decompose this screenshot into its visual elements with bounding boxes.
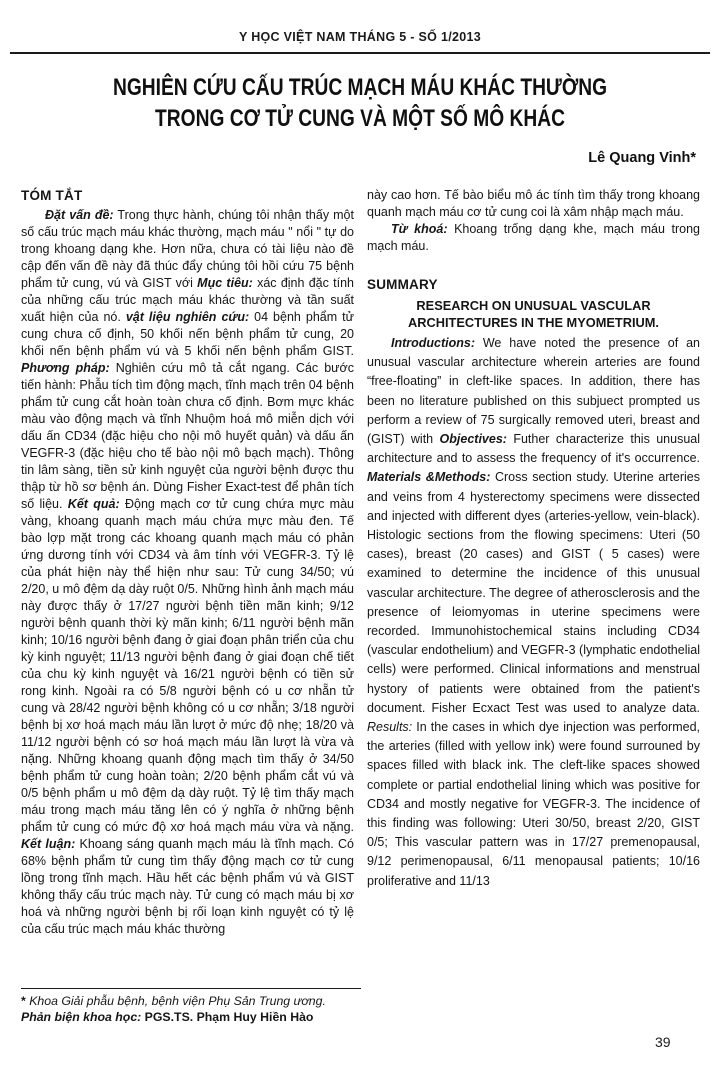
footnote-affiliation: * Khoa Giải phẫu bệnh, bệnh viện Phụ Sản Trung ương. — [21, 994, 326, 1008]
journal-header: Y HỌC VIỆT NAM THÁNG 5 - SỐ 1/2013 — [239, 30, 481, 44]
abstract-heading: TÓM TẮT — [21, 188, 83, 203]
left-column — [21, 187, 354, 985]
summary-paragraph: Introductions: We have noted the presence of an unusual vascular architecture wherein arteries are found “free-floating” in cleft-like spaces. In addition, there has been no literature published on this subjuect prompted us perform a review of 75 surgically removed uteri, breast and (GIST) with Objectives: Futher characterize this unusual architecture and to assess the frequency of it's occurrence. Materials &Methods: Cross section study. Uterine arteries and veins from 4 hysterectomy specimens were dissected and injected with different dyes (arteries-yellow, vein-black). Histologic sections from the flowing specimens: Uteri (50 cases), breast (20 cases) and GIST ( 5 cases) were examined to determine the incidence of this unusual vascular architecture. The degree of atherosclerosis and the presence of leiomyomas in uterine specimens were recorded. Immunohistochemical stains including CD34 (vascular endothelium) and VEGFR-3 (lymphatic endothelial cells) were performed. Clinical informations and menstrual hystory of patients were obtained from the patient's document. Fisher Ecxact Test was used to analyze data. Results: In the cases in which dye injection was performed, the arteries (filled with yellow ink) were found surrouned by spaces filled with black ink. The cleft-like spaces showed complete or partial endothelial lining which was positive for CD34 and mostly negative for VEGFR-3. The incidence of this finding was following: Uteri 30/50, breast 2/20, GIST 0/5; This vascular pattern was in 17/27 premenopausal, 9/12 perimenopausal, 6/11 menopausal patients; 10/16 proliferative and 11/13 — [367, 336, 700, 888]
footnote — [21, 988, 361, 1025]
author-name: Lê Quang Vinh* — [588, 150, 696, 166]
summary-section — [367, 276, 700, 891]
paper-title-line2: TRONG CƠ TỬ CUNG VÀ MỘT SỐ MÔ KHÁC — [155, 105, 565, 132]
right-column — [367, 187, 700, 1045]
summary-subtitle: RESEARCH ON UNUSUAL VASCULAR ARCHITECTURES IN THE MYOMETRIUM. — [408, 298, 659, 330]
header-rule — [10, 52, 710, 54]
page-number: 39 — [655, 1034, 671, 1050]
paper-title-line1: NGHIÊN CỨU CẤU TRÚC MẠCH MÁU KHÁC THƯỜNG — [112, 74, 608, 101]
paper-title — [72, 72, 648, 134]
summary-heading: SUMMARY — [367, 277, 438, 292]
abstract-paragraph: Đặt vấn đề: Trong thực hành, chúng tôi nhận thấy một số cấu trúc mạch máu khác thường, mạch máu " nổi " tự do trong khoang dạng khe. Hơn nữa, chưa có tài liệu nào đề cập đến vấn đề này đã thúc đẩy chúng tôi hồi cứu 75 bệnh phẩm tử cung, vú và GIST với Mục tiêu: xác định đặc tính của những cấu trúc mạch máu khác thường và tần suất xuất hiện của nó. vật liệu nghiên cứu: 04 bệnh phẩm tử cung chưa cố định, 50 khối nến bệnh phẩm tử cung, 20 khối nến bệnh phẩm vú và 5 khối nến bệnh phẩm GIST. Phương pháp: Nghiên cứu mô tả cắt ngang. Các bước tiến hành: Phẫu tích tìm động mạch, tĩnh mạch trên 04 bệnh phẩm tử cung cắt hoàn toàn chưa cố định. Bơm mực khác màu vào động mạch và tĩnh Nhuộm hoá mô miễn dịch với dấu ấn CD34 (đặc hiệu cho nội mô huyết quản) và dấu ấn VEGFR-3 (đặc hiệu cho tế bào nội mô bạch mạch). Thông tin lâm sàng, tiền sử kinh nguyệt của người bệnh được thu thập từ hồ sơ bệnh án. Dùng Fisher Exact-test để phân tích số liệu. Kết quả: Động mạch cơ tử cung chứa mực màu vàng, khoang quanh mạch máu chứa mực màu đen. Tế bào lợp mặt trong các khoang quanh mạch máu có phản ứng dương tính với CD34 và âm tính với VEGFR-3. Tỷ lệ của phát hiện này thể hiện như sau: Tử cung 34/50; vú 2/20, u mô đệm dạ dày ruột 0/5. Những hình ảnh mạch máu này được thấy ở 17/27 người bệnh tiền mãn kinh; 9/12 người bệnh quanh thời kỳ mãn kinh; 6/11 người bệnh mãn kinh; 10/16 người bệnh đang ở giai đoạn phân triển của chu kỳ kinh nguyệt; 11/13 người bệnh đang ở giai đoạn chế tiết của chu kỳ kinh nguyệt và 16/21 người bệnh có tiền sử rong kinh. Ngoài ra có 5/8 người bệnh có u cơ nhẵn tử cung và 28/42 người bệnh không có u cơ nhẵn; 3/18 người bệnh bị xơ hoá mạch máu lần lượt ở mức độ nhẹ; 18/20 và 11/12 người bệnh có sơ hoá mạch máu lần lượt là vừa và nặng. Những khoang quanh động mạch tìm thấy ở 34/50 bệnh phẩm tử cung hoàn toàn; 2/20 bệnh phẩm cắt vú và 0/5 bệnh phẩm u mô đệm dạ dày ruột. Tỷ lệ tìm thấy mạch máu trong mạch máu tăng lên có ý nghĩa ở những bệnh phẩm tử cung có mức độ xơ hoá mạch máu vừa và nặng. Kết luận: Khoang sáng quanh mạch máu là tĩnh mạch. Có 68% bệnh phẩm tử cung tìm thấy động mạch cơ tử cung lồng trong tĩnh mạch. Hầu hết các bệnh phẩm vú và GIST không thấy cấu trúc mạch này. Tử cung có mạch máu bị xơ hoá và những người bệnh bị rối loạn kinh nguyệt có tỷ lệ của cấu trúc mạch máu khác thường — [21, 208, 354, 936]
keywords-paragraph: Từ khoá: Khoang trống dạng khe, mạch máu trong mạch máu. — [367, 222, 700, 253]
abstract-continuation: này cao hơn. Tế bào biểu mô ác tính tìm thấy trong khoang quanh mạch máu cơ tử cung coi là xâm nhập mạch máu. — [367, 188, 700, 219]
footnote-reviewer: Phản biện khoa học: PGS.TS. Phạm Huy Hiền Hào — [21, 1010, 314, 1024]
